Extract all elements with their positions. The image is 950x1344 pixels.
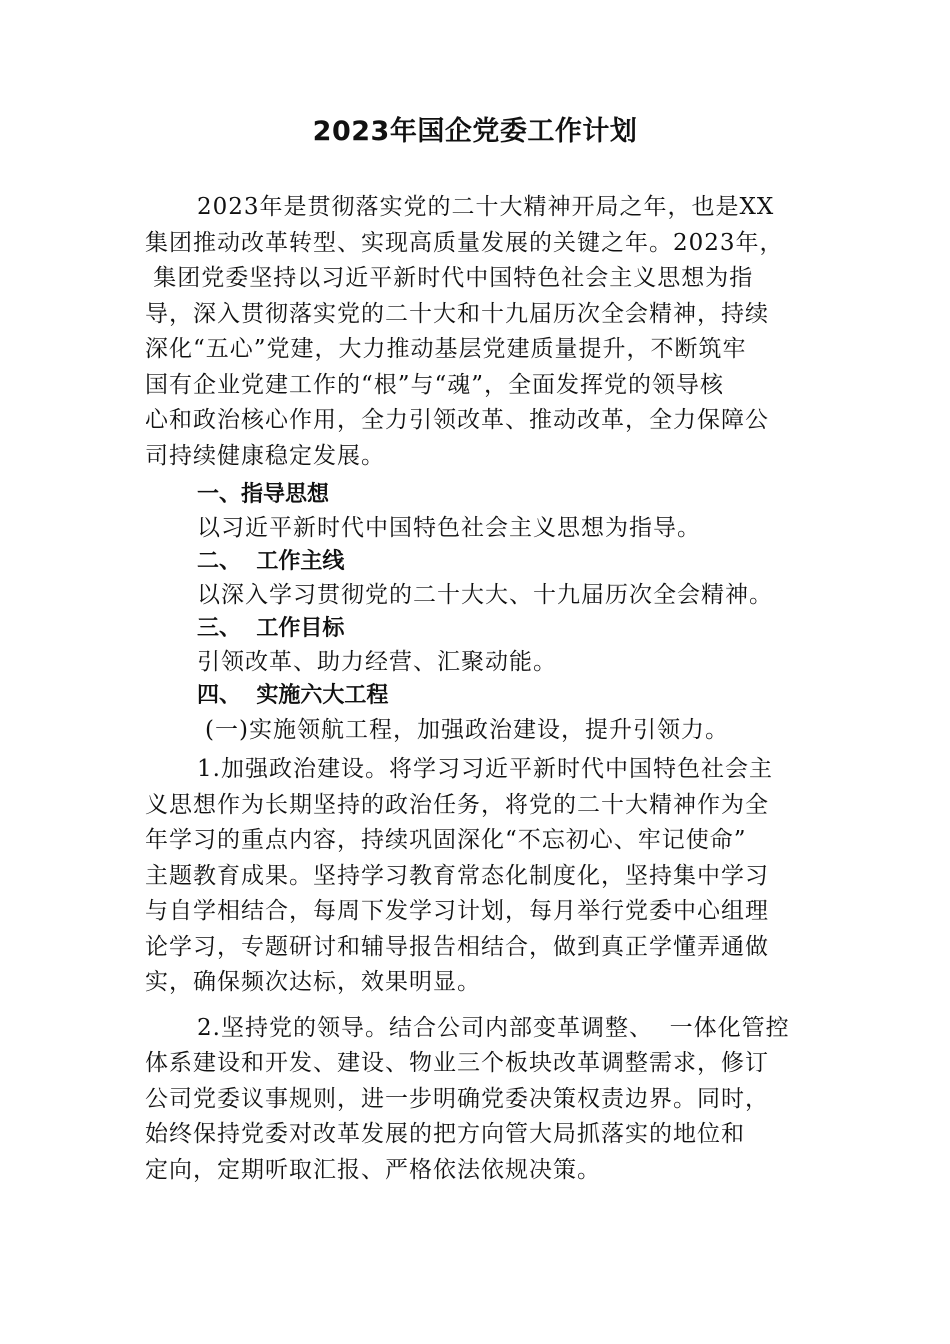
intro-paragraph <box>145 190 810 474</box>
item2-line: 2.坚持党的领导。结合公司内部变革调整、 一体化管控 <box>197 1014 790 1041</box>
item-paragraph-party-leadership <box>145 1011 810 1189</box>
item1-line: 论学习，专题研讨和辅导报告相结合，做到真正学懂弄通做 <box>145 933 769 960</box>
intro-line: 国有企业党建工作的“根”与“魂”，全面发挥党的领导核 <box>145 371 725 398</box>
item1-line: 与自学相结合，每周下发学习计划，每月举行党委中心组理 <box>145 898 769 924</box>
section-heading-guiding-thought: 一、指导思想 <box>197 482 330 507</box>
intro-line: 集团推动改革转型、实现高质量发展的关键之年。2023年， <box>145 229 784 256</box>
intro-line: 集团党委坚持以习近平新时代中国特色社会主义思想为指 <box>145 265 754 291</box>
section-text-work-goals: 引领改革、助力经营、汇聚动能。 <box>197 649 557 675</box>
section-text-guiding-thought: 以习近平新时代中国特色社会主义思想为指导。 <box>197 515 701 541</box>
section-heading-six-projects: 四、 实施六大工程 <box>197 683 389 708</box>
intro-line: 深化“五心”党建，大力推动基层党建质量提升，不断筑牢 <box>145 336 747 362</box>
intro-line: 心和政治核心作用，全力引领改革、推动改革，全力保障公 <box>145 407 769 433</box>
section-heading-work-goals: 三、 工作目标 <box>197 616 345 641</box>
item2-line: 始终保持党委对改革发展的把方向管大局抓落实的地位和 <box>145 1121 745 1147</box>
item1-line: 年学习的重点内容，持续巩固深化“不忘初心、牢记使命” <box>145 827 747 853</box>
item1-line: 1.加强政治建设。将学习习近平新时代中国特色社会主 <box>197 756 773 782</box>
subsection-heading-pilot-project: (一)实施领航工程，加强政治建设，提升引领力。 <box>205 717 729 743</box>
item1-line: 实，确保频次达标，效果明显。 <box>145 969 481 995</box>
document-title: 2023年国企党委工作计划 <box>312 116 638 147</box>
intro-line: 导，深入贯彻落实党的二十大和十九届历次全会精神，持续 <box>145 300 769 327</box>
item2-line: 定向，定期听取汇报、严格依法依规决策。 <box>145 1156 601 1183</box>
section-text-work-mainline: 以深入学习贯彻党的二十大大、十九届历次全会精神。 <box>197 582 773 608</box>
item2-line: 体系建设和开发、建设、物业三个板块改革调整需求，修订 <box>145 1050 769 1076</box>
intro-line: 司持续健康稳定发展。 <box>145 442 385 469</box>
item1-line: 义思想作为长期坚持的政治任务，将党的二十大精神作为全 <box>145 791 769 818</box>
section-heading-work-mainline: 二、 工作主线 <box>197 549 345 574</box>
intro-line: 2023年是贯彻落实党的二十大精神开局之年，也是XX <box>197 194 775 220</box>
item2-line: 公司党委议事规则，进一步明确党委决策权责边界。同时， <box>145 1085 769 1112</box>
document-body <box>145 190 810 1188</box>
item-paragraph-political-building <box>145 752 810 1001</box>
item1-line: 主题教育成果。坚持学习教育常态化制度化，坚持集中学习 <box>145 862 769 889</box>
